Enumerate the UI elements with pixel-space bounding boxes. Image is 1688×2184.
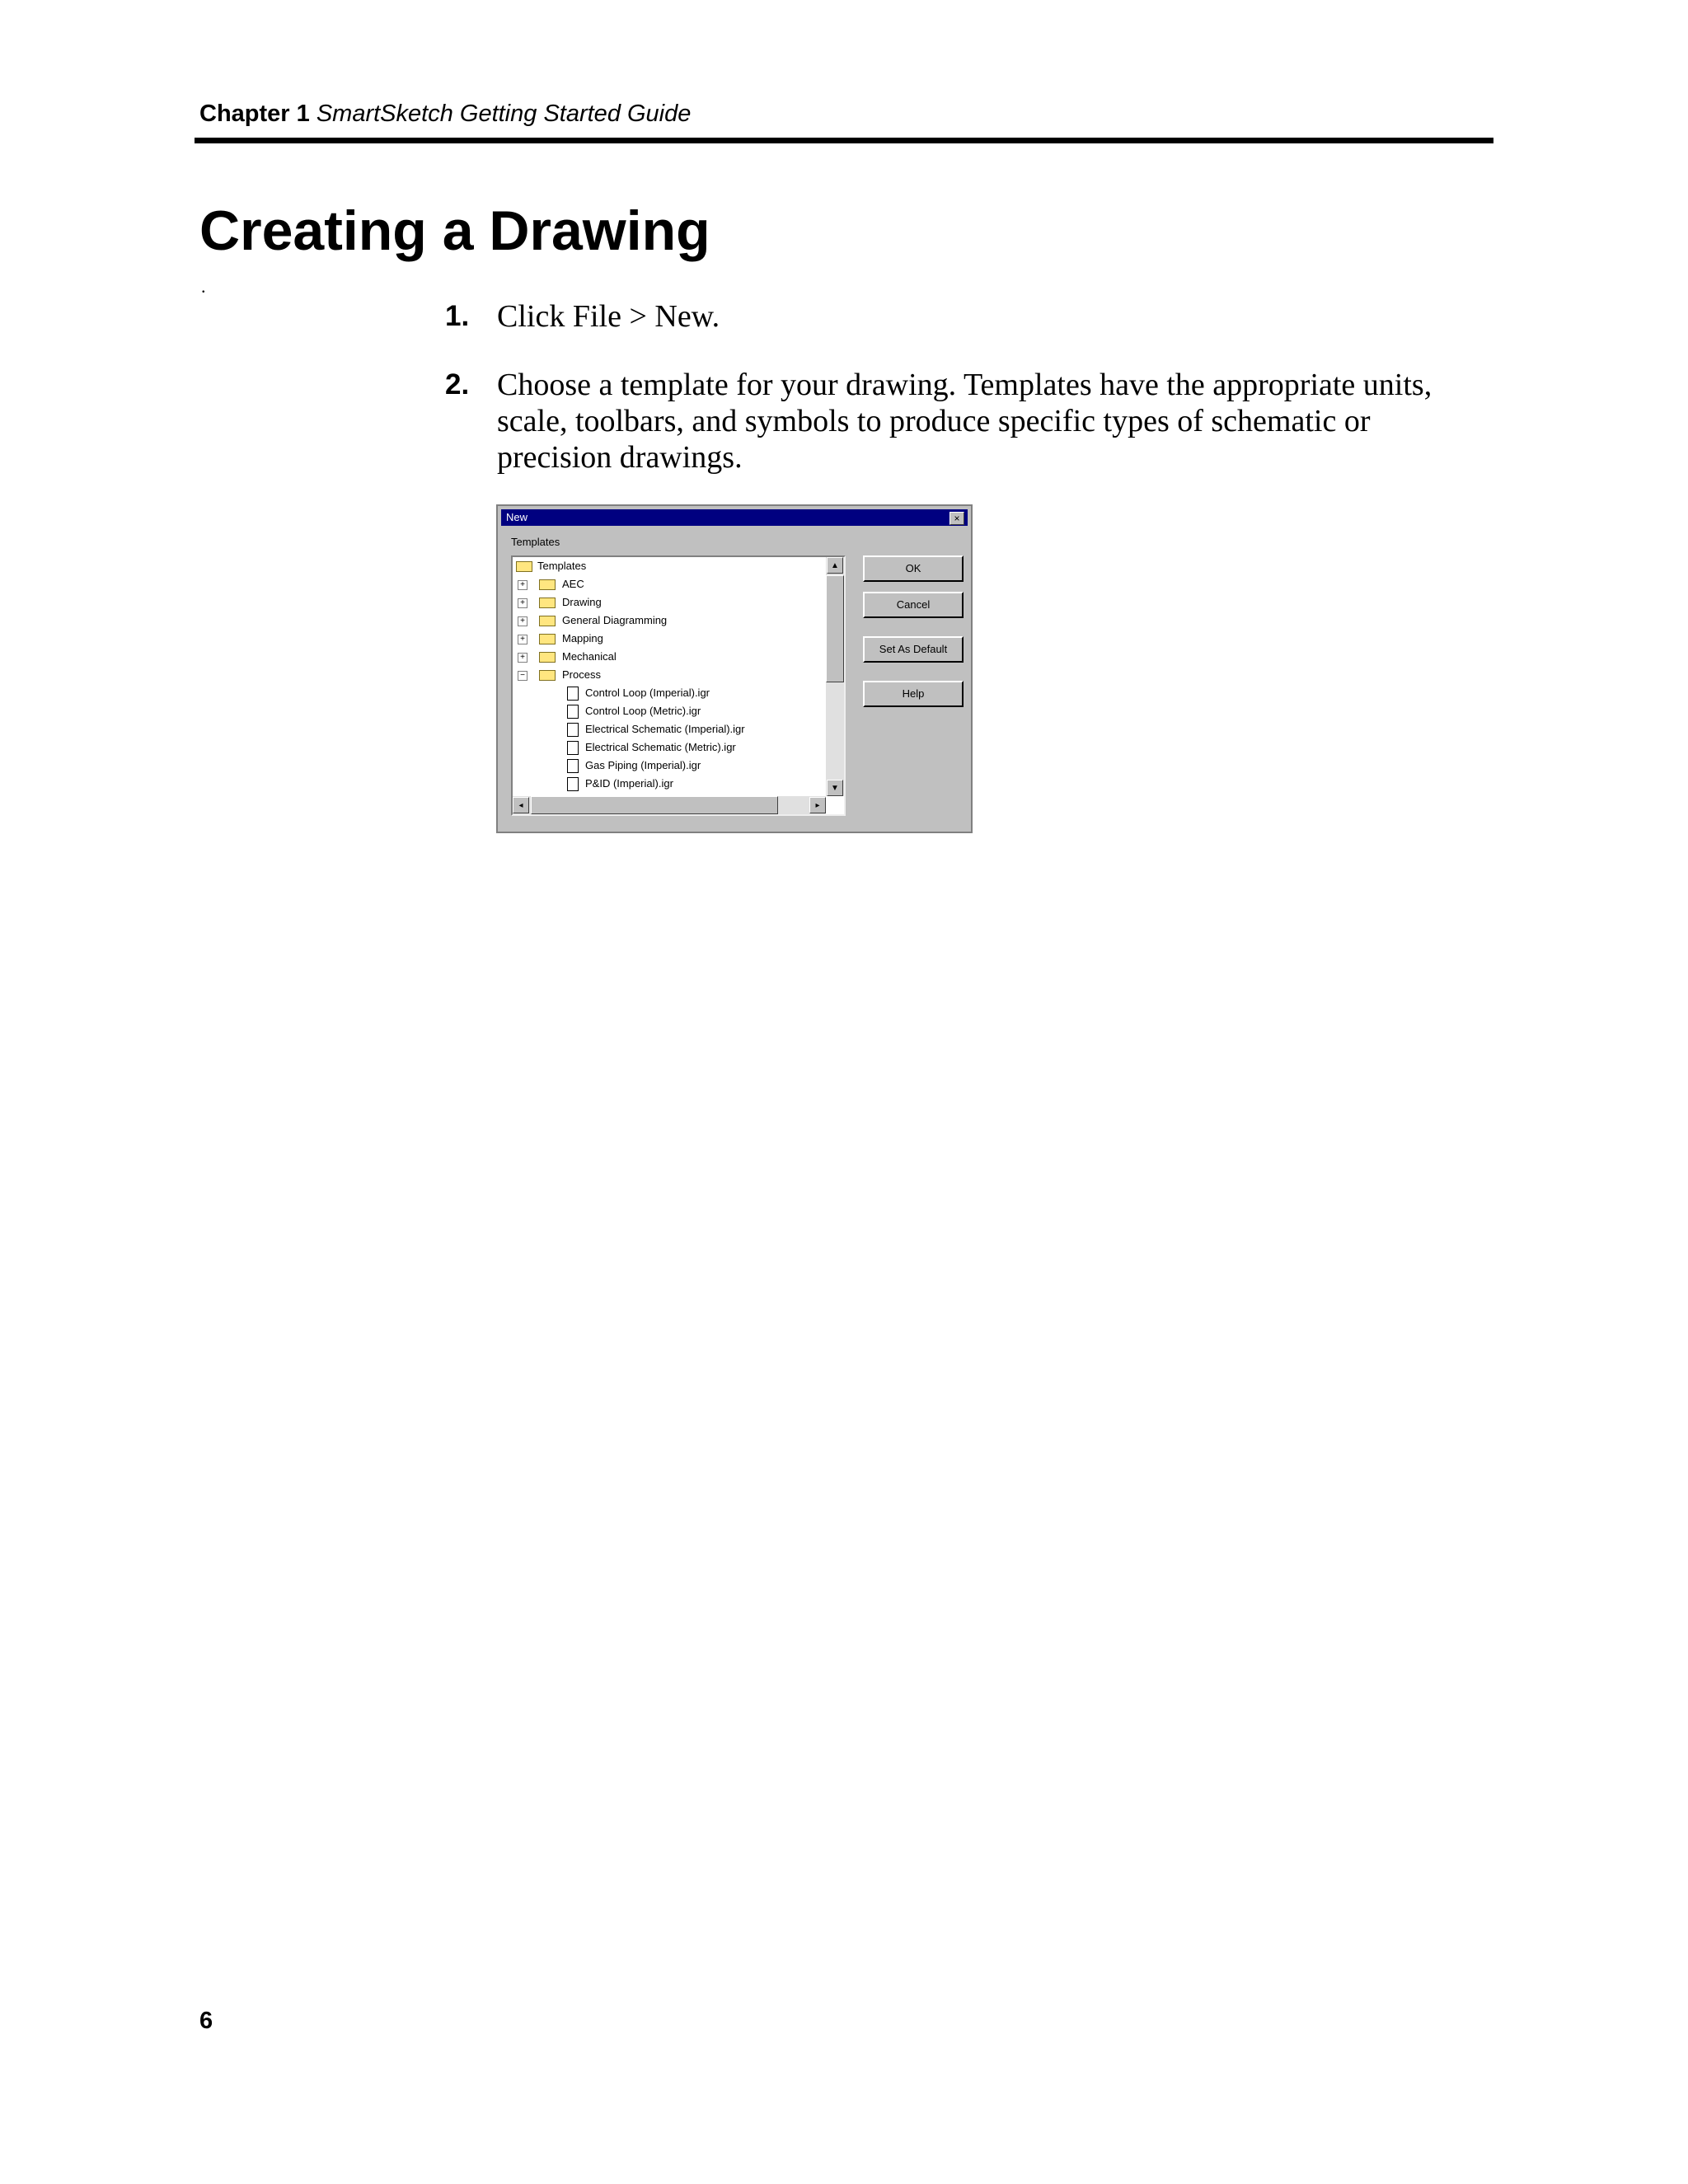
dialog-title: New [506,511,528,523]
document-icon [567,723,579,737]
document-icon [567,687,579,701]
expand-icon[interactable]: + [518,635,528,644]
step-number: 2. [445,368,470,401]
folder-icon [539,579,556,590]
dialog-title-bar [501,509,968,526]
expand-icon[interactable]: + [518,580,528,590]
folder-icon [539,670,556,681]
scroll-down-icon[interactable]: ▼ [827,780,843,796]
scroll-thumb[interactable] [826,575,844,682]
folder-icon [539,652,556,663]
document-icon [567,705,579,719]
page-title: Creating a Drawing [199,199,710,262]
ok-button[interactable]: OK [863,555,964,582]
cancel-button[interactable]: Cancel [863,592,964,618]
step-text: Click File > New. [497,299,720,334]
folder-icon [539,634,556,644]
scroll-thumb[interactable] [531,796,778,814]
vertical-scrollbar[interactable] [826,557,844,796]
document-icon [567,777,579,791]
templates-label: Templates [511,536,560,548]
guide-title: SmartSketch Getting Started Guide [316,101,692,127]
expand-icon[interactable]: + [518,653,528,663]
page-number: 6 [199,2008,213,2034]
new-dialog-screenshot [496,504,973,833]
close-icon[interactable]: × [950,512,964,525]
expand-icon[interactable]: + [518,616,528,626]
document-icon [567,759,579,773]
document-icon [567,741,579,755]
horizontal-scrollbar[interactable] [513,796,826,814]
expand-icon[interactable]: + [518,598,528,608]
step-number: 1. [445,300,470,332]
stray-mark: . [201,276,206,297]
chapter-label: Chapter 1 [199,101,310,127]
collapse-icon[interactable]: − [518,671,528,681]
scroll-right-icon[interactable]: ▸ [809,797,826,813]
scroll-up-icon[interactable]: ▲ [827,557,843,574]
step-text: Choose a template for your drawing. Templates have the appropriate units, scale, toolbars, and symbols to produce specific types of schematic or precision drawings. [497,368,1432,475]
template-tree[interactable]: Templates + AEC + Drawing + General Diagramming + Mapping + Mechanical − Process Control Loop (Imperial).igr Control Loop (Metric).igr Electrical Schematic (Imperial).igr Electrical Schematic (Metric).igr Gas Piping (Imperial).igr P&ID (Imperial).igr ▲ ▼ ◂ ▸ [511,555,846,816]
scroll-left-icon[interactable]: ◂ [513,797,529,813]
folder-icon [539,616,556,626]
folder-icon [539,598,556,608]
header-rule [195,138,1493,143]
running-header [199,97,691,130]
help-button[interactable]: Help [863,681,964,707]
folder-icon [516,561,532,572]
set-as-default-button[interactable]: Set As Default [863,636,964,663]
